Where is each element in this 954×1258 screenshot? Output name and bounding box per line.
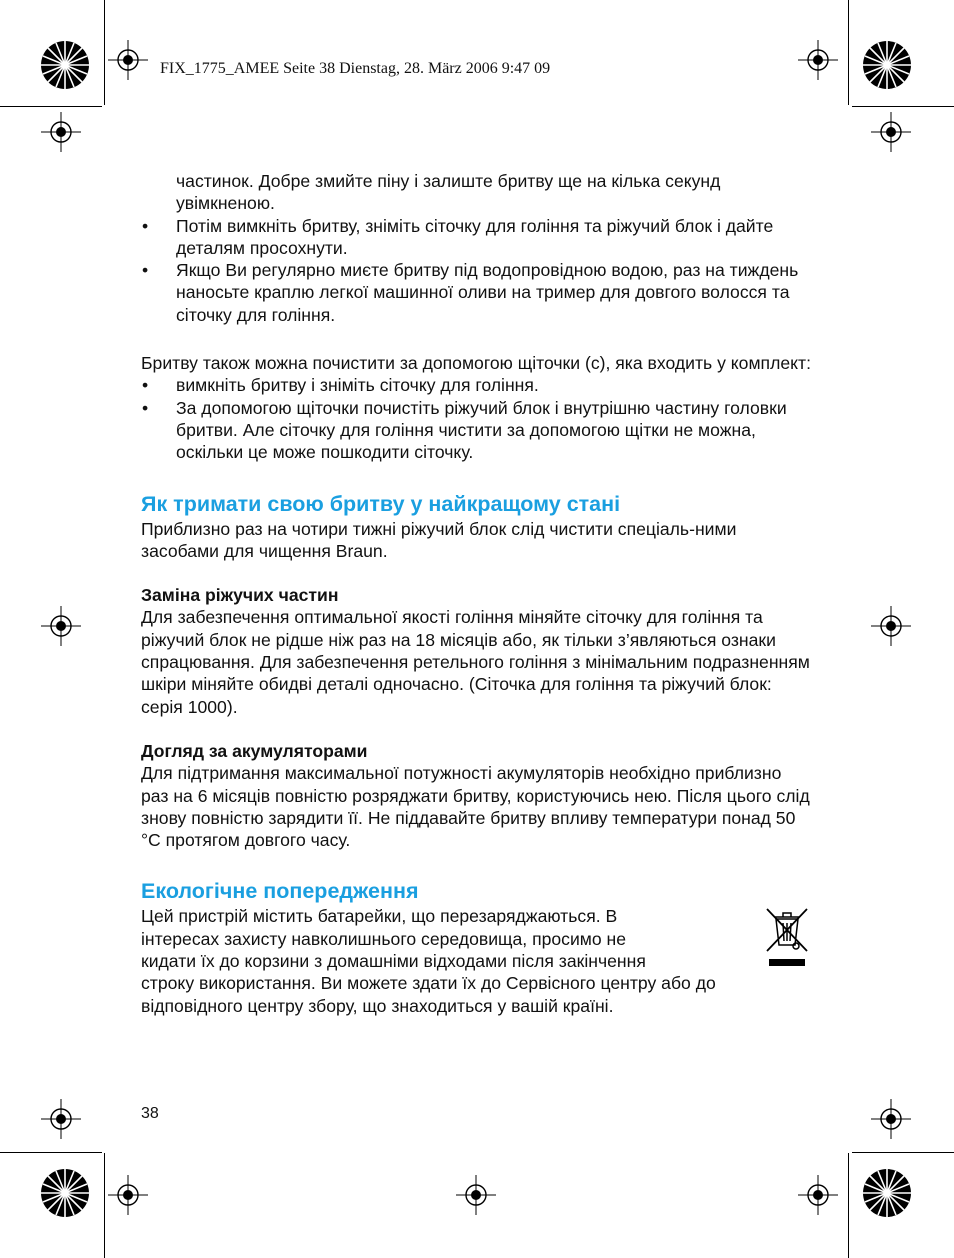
registration-mark-icon: [108, 40, 148, 80]
eco-notice: [141, 905, 811, 1016]
list-item: • вимкніть бритву і зніміть сіточку для гоління.: [141, 374, 811, 396]
page-content: [141, 170, 811, 1017]
list-item: • Потім вимкніть бритву, зніміть сіточку для гоління та ріжучий блок і дайте деталям просохнути.: [141, 215, 811, 260]
star-target-icon: [40, 1168, 90, 1218]
registration-mark-icon: [456, 1175, 496, 1215]
list-item: • За допомогою щіточки почистіть ріжучий блок і внутрішню частину головки бритви. Але сіточку для гоління чистити за допомогою щітки не можна, оскільки це може пошкодити сіточку.: [141, 397, 811, 464]
star-target-icon: [40, 40, 90, 90]
crop-mark: [104, 1153, 105, 1258]
registration-mark-icon: [871, 112, 911, 152]
list-item: • Якщо Ви регулярно миєте бритву під водопровідною водою, раз на тиждень наносьте краплю легкої машинної оливи на тример для довгого волосся та сіточку для гоління.: [141, 259, 811, 326]
crossed-out-wheelie-bin-icon: [765, 905, 809, 969]
registration-mark-icon: [871, 606, 911, 646]
section-heading: Як тримати свою бритву у найкращому стані: [141, 491, 621, 516]
registration-mark-icon: [798, 1175, 838, 1215]
bullet-list: [141, 374, 811, 463]
registration-mark-icon: [41, 112, 81, 152]
continued-paragraph: частинок. Добре змийте піну і залиште бритву ще на кілька секунд увімкненою.: [176, 171, 721, 214]
crop-mark: [0, 106, 102, 107]
star-target-icon: [862, 40, 912, 90]
crop-mark: [852, 106, 954, 107]
registration-mark-icon: [108, 1175, 148, 1215]
crop-mark: [0, 1152, 102, 1153]
eco-text-line: Цей пристрій містить батарейки, що перезаряджаються. В: [141, 906, 618, 927]
registration-mark-icon: [871, 1099, 911, 1139]
crop-mark: [852, 1152, 954, 1153]
section-intro: Приблизно раз на чотири тижні ріжучий блок слід чистити спеціаль-ними засобами для чищення Braun.: [141, 518, 737, 561]
crop-mark: [104, 0, 105, 105]
registration-mark-icon: [798, 40, 838, 80]
bullet-list: [141, 215, 811, 326]
crop-mark: [848, 0, 849, 105]
eco-text-line: інтересах захисту навколишнього середовища, просимо не: [141, 928, 627, 949]
page-number: 38: [141, 1105, 159, 1122]
subsection-title: Заміна ріжучих частин: [141, 585, 339, 606]
crop-mark: [848, 1153, 849, 1258]
eco-text-line: кидати їх до корзини з домашніми відходами після закінчення: [141, 951, 646, 972]
brush-intro: Бритву також можна почистити за допомогою щіточки (c), яка входить у комплект:: [141, 353, 811, 374]
star-target-icon: [862, 1168, 912, 1218]
eco-text-line: строку використання. Ви можете здати їх до Сервісного центру або до: [141, 973, 716, 994]
section-heading: Екологічне попередження: [141, 879, 419, 904]
eco-text-line: відповідного центру збору, що знаходиться у вашій країні.: [141, 995, 614, 1016]
subsection-title: Догляд за акумуляторами: [141, 740, 368, 761]
registration-mark-icon: [41, 1099, 81, 1139]
print-slug: FIX_1775_AMEE Seite 38 Dienstag, 28. März 2006 9:47 09: [160, 60, 551, 77]
subsection-text: Для підтримання максимальної потужності акумуляторів необхідно приблизно раз на 6 місяців повністю розряджати бритву, користуючись нею. Після цього слід знову повністю зарядити її. Не піддавайте бритву впливу температури понад 50 °C протягом довгого часу.: [141, 763, 810, 851]
subsection-text: Для забезпечення оптимальної якості гоління міняйте сіточку для гоління та ріжучий блок не рідше ніж раз на 18 місяців або, як тільки з’являються ознаки спрацювання. Для забезпечення ретельного гоління з мінімальним подразненням шкіри міняйте обидві деталі одночасно. (Сіточка для гоління та ріжучий блок: серія 1000).: [141, 607, 810, 717]
registration-mark-icon: [41, 606, 81, 646]
